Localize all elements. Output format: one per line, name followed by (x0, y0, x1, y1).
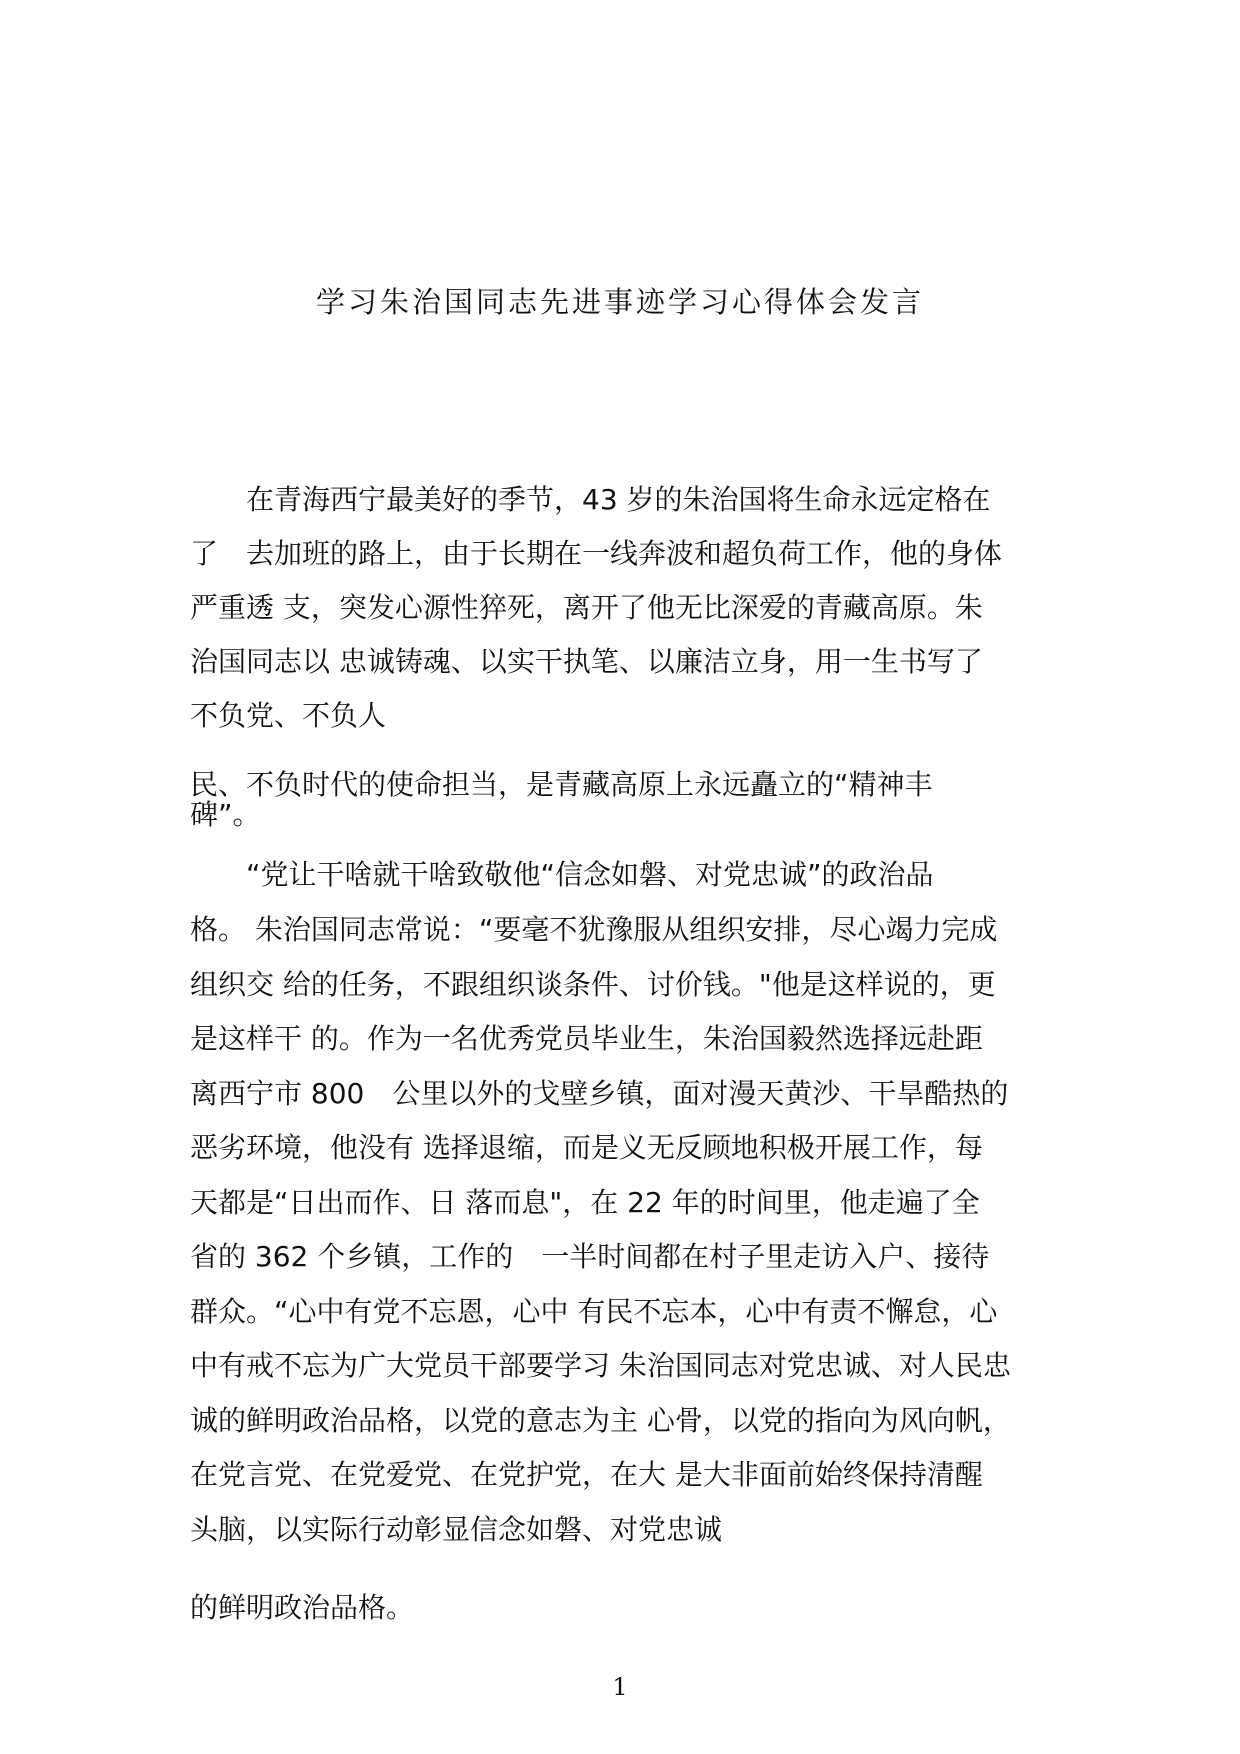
text-line: 碑”。 (190, 798, 261, 831)
text-line: 治国同志以 忠诚铸魂、以实干执笔、以廉洁立身，用一生书写了 (190, 645, 983, 678)
text-line: 省的 362 个乡镇，工作的 一半时间都在村子里走访入户、接待 (190, 1240, 990, 1273)
text-line: 不负党、不负人 (190, 699, 387, 732)
text-line: 群众。“心中有党不忘恩，心中 有民不忘本，心中有责不懈怠，心 (190, 1295, 998, 1328)
text-line: 了 去加班的路上，由于长期在一线奔波和超负荷工作，他的身体 (190, 537, 1003, 570)
text-line: 在党言党、在党爱党、在党护党，在大 是大非面前始终保持清醒 (190, 1458, 983, 1491)
text-line: 格。 朱治国同志常说：“要毫不犹豫服从组织安排，尽心竭力完成 (190, 913, 998, 946)
text-line: 在青海西宁最美好的季节，43 岁的朱治国将生命永远定格在 (190, 483, 991, 516)
text-line: 组织交 给的任务，不跟组织谈条件、讨价钱。"他是这样说的，更 (190, 968, 996, 1001)
text-line: 诚的鲜明政治品格，以党的意志为主 心骨，以党的指向为风向帆， (190, 1404, 1011, 1437)
text-line: 严重透 支，突发心源性猝死，离开了他无比深爱的青藏高原。朱 (190, 591, 983, 624)
text-line: 恶劣环境，他没有 选择退缩，而是义无反顾地积极开展工作，每 (190, 1131, 983, 1164)
page-number: 1 (612, 1673, 628, 1701)
text-line: 是这样干 的。作为一名优秀党员毕业生，朱治国毅然选择远赴距 (190, 1022, 983, 1055)
document-title: 学习朱治国同志先进事迹学习心得体会发言 (315, 285, 924, 319)
text-line: “党让干啥就干啥致敬他“信念如磐、对党忠诚”的政治品 (190, 858, 934, 891)
text-line: 离西宁市 800 公里以外的戈壁乡镇，面对漫天黄沙、干旱酷热的 (190, 1077, 1009, 1110)
text-line: 民、不负时代的使命担当，是青藏高原上永远矗立的“精神丰 (190, 768, 933, 801)
text-line: 头脑，以实际行动彰显信念如磐、对党忠诚 (190, 1513, 723, 1546)
text-line: 中有戒不忘为广大党员干部要学习 朱治国同志对党忠诚、对人民忠 (190, 1349, 1011, 1382)
text-line: 的鲜明政治品格。 (190, 1591, 415, 1624)
text-line: 天都是“日出而作、日 落而息"，在 22 年的时间里，他走遍了全 (190, 1186, 980, 1219)
